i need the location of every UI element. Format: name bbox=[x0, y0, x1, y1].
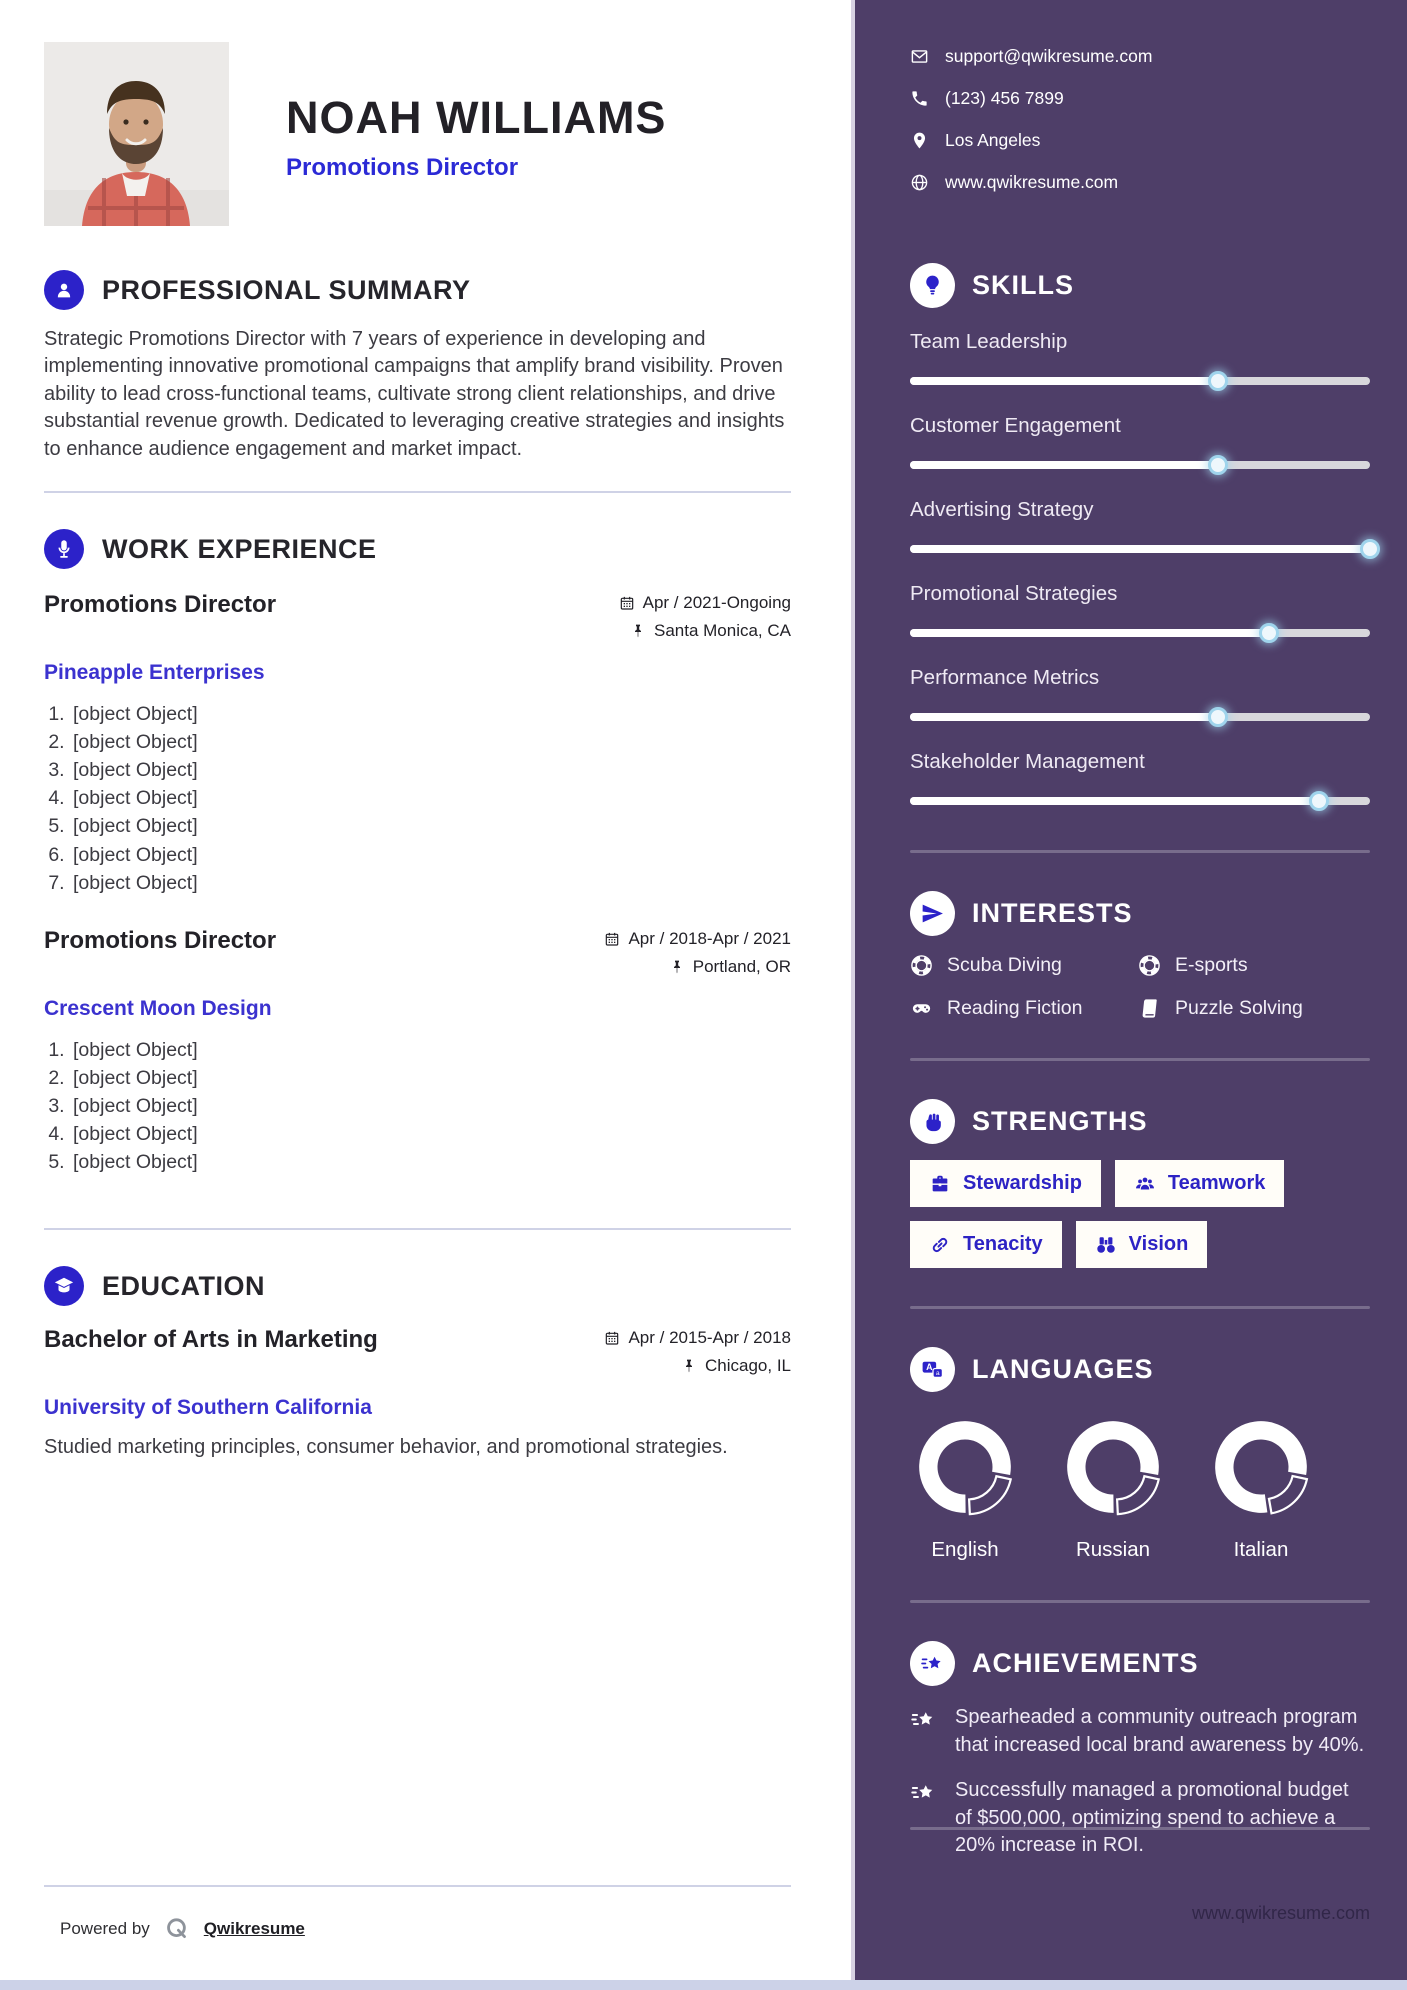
work-heading-row bbox=[44, 529, 791, 569]
skill-slider[interactable] bbox=[910, 370, 1370, 392]
achievement-text: Spearheaded a community outreach program that increased local brand awareness by 40%. bbox=[955, 1706, 1365, 1756]
company-name: Pineapple Enterprises bbox=[44, 661, 265, 685]
strengths-section bbox=[910, 1099, 1370, 1268]
person-name: NOAH WILLIAMS bbox=[286, 92, 667, 143]
skills-section bbox=[910, 263, 1370, 812]
skill-label: Stakeholder Management bbox=[910, 750, 1145, 773]
watermark: www.qwikresume.com bbox=[1191, 1903, 1370, 1923]
skill-item bbox=[910, 666, 1370, 728]
sidebar-divider bbox=[910, 1058, 1370, 1061]
education-heading: EDUCATION bbox=[102, 1270, 265, 1301]
job-bullet: 5. [object Object] bbox=[70, 813, 791, 840]
pin-icon bbox=[910, 131, 929, 150]
calendar-icon bbox=[604, 1330, 620, 1346]
strength-badge bbox=[1076, 1221, 1208, 1268]
skill-slider[interactable] bbox=[910, 622, 1370, 644]
skills-heading: SKILLS bbox=[972, 270, 1075, 300]
people-icon bbox=[1134, 1173, 1156, 1195]
contact-text: www.qwikresume.com bbox=[945, 172, 1119, 192]
user-icon bbox=[44, 270, 84, 310]
slider-knob[interactable] bbox=[1259, 623, 1279, 643]
strengths-list bbox=[910, 1160, 1370, 1268]
skill-label: Team Leadership bbox=[910, 330, 1068, 353]
q-logo-icon bbox=[164, 1916, 190, 1942]
job-entry bbox=[44, 927, 791, 1176]
shooting-star-icon bbox=[910, 1779, 937, 1806]
skill-label: Performance Metrics bbox=[910, 666, 1100, 689]
languages-list bbox=[910, 1412, 1370, 1562]
skill-item bbox=[910, 330, 1370, 392]
language-item bbox=[1058, 1412, 1168, 1562]
sidebar-divider bbox=[910, 850, 1370, 853]
strength-badge bbox=[910, 1221, 1062, 1268]
education-description: Studied marketing principles, consumer behavior, and promotional strategies. bbox=[44, 1436, 728, 1459]
phone-icon bbox=[910, 89, 929, 108]
education-meta bbox=[604, 1326, 791, 1384]
job-meta bbox=[604, 927, 791, 985]
job-bullets bbox=[44, 701, 791, 897]
slider-knob[interactable] bbox=[1208, 371, 1228, 391]
name-block bbox=[286, 42, 666, 226]
job-meta bbox=[619, 591, 791, 649]
company-name: Crescent Moon Design bbox=[44, 996, 272, 1020]
resume-header bbox=[44, 42, 791, 226]
slider-fill bbox=[910, 629, 1269, 637]
svg-text:a: a bbox=[935, 1370, 940, 1378]
slider-fill bbox=[910, 797, 1319, 805]
summary-heading: PROFESSIONAL SUMMARY bbox=[102, 274, 471, 305]
job-bullet: 6. [object Object] bbox=[70, 842, 791, 869]
powered-by-row bbox=[60, 1916, 305, 1942]
skill-slider[interactable] bbox=[910, 538, 1370, 560]
strength-badge bbox=[1115, 1160, 1284, 1207]
degree-title: Bachelor of Arts in Marketing bbox=[44, 1326, 378, 1354]
fist-icon bbox=[910, 1099, 955, 1144]
envelope-icon bbox=[910, 47, 929, 66]
achievement-text: Successfully managed a promotional budget of $500,000, optimizing spend to achieve a 20% increase in ROI. bbox=[955, 1779, 1349, 1856]
contact-text: Los Angeles bbox=[945, 130, 1041, 150]
contact-text: (123) 456 7899 bbox=[945, 88, 1064, 108]
achievement-item bbox=[910, 1777, 1370, 1860]
language-donut bbox=[910, 1412, 1020, 1522]
divider bbox=[44, 491, 791, 493]
binoculars-icon bbox=[1095, 1234, 1117, 1256]
svg-text:A: A bbox=[926, 1362, 933, 1373]
contact-row bbox=[910, 172, 1370, 193]
pushpin-icon bbox=[669, 959, 685, 975]
brand-link[interactable]: Qwikresume bbox=[203, 1919, 305, 1938]
interests-list bbox=[910, 954, 1370, 1020]
job-title: Promotions Director bbox=[44, 926, 277, 954]
job-date: Apr / 2018-Apr / 2021 bbox=[628, 928, 791, 948]
achievement-item bbox=[910, 1704, 1370, 1759]
profile-photo bbox=[44, 42, 229, 226]
slider-knob[interactable] bbox=[1208, 455, 1228, 475]
microphone-icon bbox=[44, 529, 84, 569]
calendar-icon bbox=[619, 595, 635, 611]
job-entry bbox=[44, 591, 791, 897]
pushpin-icon bbox=[630, 623, 646, 639]
translate-icon bbox=[910, 1347, 955, 1392]
job-bullet: 5. [object Object] bbox=[70, 1149, 791, 1176]
life-ring-icon bbox=[1138, 954, 1161, 977]
powered-by-label: Powered by bbox=[60, 1919, 150, 1938]
job-bullet: 4. [object Object] bbox=[70, 1121, 791, 1148]
language-label: Italian bbox=[1233, 1538, 1289, 1561]
book-icon bbox=[1138, 997, 1161, 1020]
globe-icon bbox=[910, 173, 929, 192]
pushpin-icon bbox=[681, 1358, 697, 1374]
interest-label: Puzzle Solving bbox=[1175, 997, 1303, 1019]
school-name: University of Southern California bbox=[44, 1396, 372, 1420]
skill-item bbox=[910, 582, 1370, 644]
slider-fill bbox=[910, 545, 1370, 553]
interests-section bbox=[910, 891, 1370, 1020]
strength-label: Teamwork bbox=[1167, 1172, 1266, 1194]
job-bullet: 1. [object Object] bbox=[70, 1037, 791, 1064]
job-bullets bbox=[44, 1037, 791, 1176]
strength-label: Tenacity bbox=[963, 1233, 1043, 1255]
work-section bbox=[44, 529, 791, 1176]
job-date: Apr / 2021-Ongoing bbox=[642, 593, 791, 613]
language-item bbox=[910, 1412, 1020, 1562]
lightbulb-icon bbox=[910, 263, 955, 308]
skill-label: Customer Engagement bbox=[910, 414, 1121, 437]
shooting-star-icon bbox=[910, 1706, 937, 1733]
language-item bbox=[1206, 1412, 1316, 1562]
language-label: Russian bbox=[1075, 1538, 1151, 1561]
job-title: Promotions Director bbox=[44, 591, 277, 619]
slider-fill bbox=[910, 377, 1218, 385]
interests-heading: INTERESTS bbox=[972, 898, 1133, 928]
person-title: Promotions Director bbox=[286, 154, 519, 181]
skills-list bbox=[910, 330, 1370, 812]
footer-divider bbox=[44, 1885, 791, 1887]
slider-fill bbox=[910, 713, 1218, 721]
sidebar-divider bbox=[910, 1306, 1370, 1309]
education-date: Apr / 2015-Apr / 2018 bbox=[628, 1328, 791, 1348]
interest-item bbox=[1138, 997, 1370, 1020]
contact-row bbox=[910, 130, 1370, 151]
languages-section bbox=[910, 1347, 1370, 1562]
language-donut bbox=[1206, 1412, 1316, 1522]
work-heading: WORK EXPERIENCE bbox=[102, 533, 377, 564]
contact-block bbox=[910, 0, 1370, 193]
life-ring-icon bbox=[910, 954, 933, 977]
interest-item bbox=[910, 997, 1138, 1020]
briefcase-icon bbox=[929, 1173, 951, 1195]
sidebar bbox=[851, 0, 1407, 1990]
paper-plane-icon bbox=[910, 891, 955, 936]
chain-icon bbox=[929, 1234, 951, 1256]
interest-item bbox=[910, 954, 1138, 977]
strengths-heading: STRENGTHS bbox=[972, 1106, 1148, 1136]
job-list bbox=[44, 591, 791, 1176]
slider-knob[interactable] bbox=[1309, 791, 1329, 811]
job-bullet: 2. [object Object] bbox=[70, 1065, 791, 1092]
interest-label: E-sports bbox=[1175, 954, 1248, 976]
job-bullet: 2. [object Object] bbox=[70, 729, 791, 756]
contact-row bbox=[910, 88, 1370, 109]
bottom-strip bbox=[0, 1980, 1407, 1990]
skill-label: Advertising Strategy bbox=[910, 498, 1094, 521]
slider-fill bbox=[910, 461, 1218, 469]
job-bullet: 3. [object Object] bbox=[70, 757, 791, 784]
sidebar-divider bbox=[910, 1600, 1370, 1603]
education-location: Chicago, IL bbox=[705, 1356, 791, 1376]
interest-label: Scuba Diving bbox=[947, 954, 1062, 976]
contact-text: support@qwikresume.com bbox=[945, 46, 1153, 66]
summary-section bbox=[44, 270, 791, 463]
skill-label: Promotional Strategies bbox=[910, 582, 1118, 605]
strength-badge bbox=[910, 1160, 1101, 1207]
education-section bbox=[44, 1266, 791, 1461]
strength-label: Stewardship bbox=[963, 1172, 1082, 1194]
achievements-list bbox=[910, 1704, 1370, 1860]
skill-item bbox=[910, 498, 1370, 560]
language-donut bbox=[1058, 1412, 1168, 1522]
skill-item bbox=[910, 414, 1370, 476]
calendar-icon bbox=[604, 931, 620, 947]
job-bullet: 3. [object Object] bbox=[70, 1093, 791, 1120]
profile-photo-image bbox=[44, 42, 229, 226]
languages-heading: LANGUAGES bbox=[972, 1354, 1154, 1384]
gamepad-icon bbox=[910, 997, 933, 1020]
graduation-icon bbox=[44, 1266, 84, 1306]
achievements-heading: ACHIEVEMENTS bbox=[972, 1648, 1199, 1678]
skill-slider[interactable] bbox=[910, 790, 1370, 812]
skill-slider[interactable] bbox=[910, 454, 1370, 476]
interest-label: Reading Fiction bbox=[947, 997, 1083, 1019]
contact-row bbox=[910, 46, 1370, 67]
strength-label: Vision bbox=[1128, 1233, 1189, 1255]
sidebar-divider bbox=[910, 1827, 1370, 1830]
job-bullet: 4. [object Object] bbox=[70, 785, 791, 812]
slider-knob[interactable] bbox=[1208, 707, 1228, 727]
skill-slider[interactable] bbox=[910, 706, 1370, 728]
job-location: Santa Monica, CA bbox=[653, 621, 791, 641]
job-bullet: 7. [object Object] bbox=[70, 870, 791, 897]
slider-knob[interactable] bbox=[1360, 539, 1380, 559]
divider bbox=[44, 1228, 791, 1230]
skill-item bbox=[910, 750, 1370, 812]
language-label: English bbox=[931, 1538, 999, 1561]
job-bullet: 1. [object Object] bbox=[70, 701, 791, 728]
summary-heading-row bbox=[44, 270, 791, 310]
interest-item bbox=[1138, 954, 1370, 977]
job-location: Portland, OR bbox=[692, 956, 791, 976]
shooting-star-icon bbox=[910, 1641, 955, 1686]
summary-text: Strategic Promotions Director with 7 years of experience in developing and implementing innovative promotional campaigns that amplify brand visibility. Proven ability to lead cross-functional teams, cultivate strong client relationships, and drive substantial revenue growth. Dedicated to leveraging creative strategies and insights to enhance audience engagement and market impact. bbox=[44, 328, 785, 460]
education-heading-row bbox=[44, 1266, 791, 1306]
